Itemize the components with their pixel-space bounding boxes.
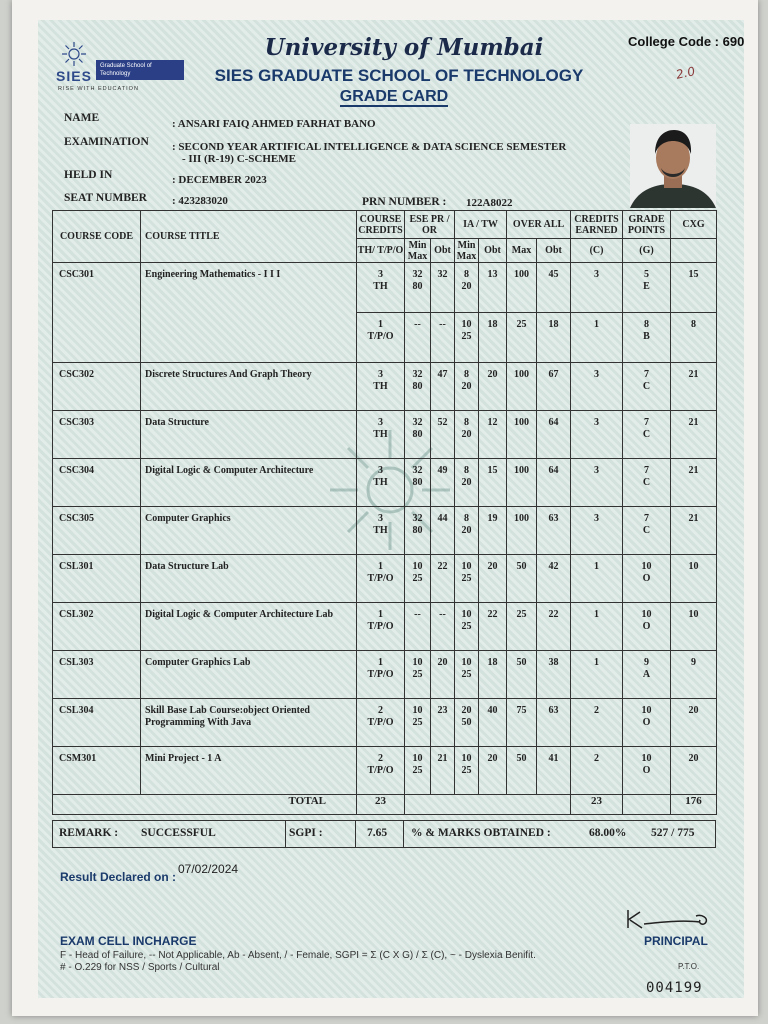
ese-minmax-cell-top: 32 bbox=[412, 417, 423, 428]
ese-minmax-cell bbox=[405, 363, 431, 411]
ese-minmax-cell bbox=[405, 507, 431, 555]
ia-obt-cell: 15 bbox=[479, 459, 507, 507]
ia-obt-cell: 22 bbox=[479, 603, 507, 651]
cxg-cell: 9 bbox=[671, 651, 717, 699]
credits-earned-cell: 1 bbox=[571, 313, 623, 363]
credits-cell-top: 3 bbox=[378, 465, 383, 476]
ia-obt-cell: 18 bbox=[479, 313, 507, 363]
ia-minmax-cell-bottom: 50 bbox=[461, 717, 472, 728]
course-code: CSL304 bbox=[53, 699, 141, 747]
ia-minmax-cell-bottom: 25 bbox=[461, 621, 472, 632]
header-course-title: COURSE TITLE bbox=[141, 211, 357, 263]
header-th-tpo: TH/ T/P/O bbox=[357, 239, 405, 263]
student-photo bbox=[630, 124, 716, 208]
exam-line-2: - III (R-19) C-SCHEME bbox=[182, 153, 296, 165]
credits-cell-bottom: TH bbox=[373, 381, 388, 392]
grade-points-cell-top: 7 bbox=[644, 465, 650, 476]
ese-obt-cell: 21 bbox=[431, 747, 455, 795]
cxg-cell: 15 bbox=[671, 263, 717, 313]
overall-max-cell: 50 bbox=[507, 555, 537, 603]
ese-minmax-cell bbox=[405, 411, 431, 459]
ia-minmax-cell-bottom: 20 bbox=[461, 381, 472, 392]
grade-points-cell-bottom: C bbox=[642, 381, 651, 392]
table-row bbox=[53, 747, 717, 795]
overall-max-cell: 100 bbox=[507, 411, 537, 459]
course-title: Computer Graphics Lab bbox=[141, 651, 357, 699]
pto: P.T.O. bbox=[678, 962, 700, 971]
credits-cell bbox=[357, 747, 405, 795]
ia-minmax-cell-top: 10 bbox=[461, 319, 472, 330]
credits-cell-top: 2 bbox=[378, 753, 383, 764]
cxg-cell: 10 bbox=[671, 603, 717, 651]
total-cxg: 176 bbox=[671, 795, 717, 815]
ia-minmax-cell-bottom: 25 bbox=[461, 765, 472, 776]
grade-points-cell-top: 9 bbox=[644, 657, 650, 668]
header-ese-minmax: Min Max bbox=[405, 239, 431, 263]
grade-points-cell-top: 10 bbox=[641, 705, 652, 716]
ia-minmax-cell bbox=[455, 699, 479, 747]
ia-minmax-cell bbox=[455, 313, 479, 363]
seat-number: : 423283020 bbox=[172, 195, 228, 207]
ese-obt-cell: -- bbox=[431, 313, 455, 363]
grade-points-cell-bottom: O bbox=[642, 621, 651, 632]
overall-obt-cell: 38 bbox=[537, 651, 571, 699]
ia-obt-cell: 13 bbox=[479, 263, 507, 313]
prn-number: 122A8022 bbox=[466, 197, 513, 209]
ia-minmax-cell bbox=[455, 411, 479, 459]
exam-label: EXAMINATION bbox=[64, 136, 149, 148]
ese-obt-cell: 47 bbox=[431, 363, 455, 411]
grade-points-cell bbox=[623, 411, 671, 459]
table-row bbox=[53, 459, 717, 507]
ia-minmax-cell bbox=[455, 363, 479, 411]
grade-points-cell bbox=[623, 459, 671, 507]
ese-minmax-cell-top: 10 bbox=[412, 753, 423, 764]
ia-minmax-cell-top: 10 bbox=[461, 753, 472, 764]
ia-minmax-cell-top: 8 bbox=[464, 465, 470, 476]
ia-minmax-cell-top: 20 bbox=[461, 705, 472, 716]
overall-obt-cell: 22 bbox=[537, 603, 571, 651]
credits-earned-cell: 1 bbox=[571, 555, 623, 603]
ia-minmax-cell-bottom: 25 bbox=[461, 573, 472, 584]
ia-obt-cell: 20 bbox=[479, 363, 507, 411]
remark-row bbox=[52, 820, 716, 848]
total-label: TOTAL bbox=[53, 795, 357, 815]
course-title: Digital Logic & Computer Architecture Lab bbox=[141, 603, 357, 651]
ese-obt-cell: 52 bbox=[431, 411, 455, 459]
credits-cell bbox=[357, 699, 405, 747]
credits-earned-cell: 3 bbox=[571, 263, 623, 313]
ese-minmax-cell-bottom: 80 bbox=[412, 477, 423, 488]
header-cxg: CXG bbox=[671, 211, 717, 239]
university-name: University of Mumbai bbox=[264, 34, 544, 61]
course-title: Data Structure bbox=[141, 411, 357, 459]
ese-obt-cell: 32 bbox=[431, 263, 455, 313]
cxg-cell: 21 bbox=[671, 459, 717, 507]
ese-minmax-cell bbox=[405, 263, 431, 313]
grade-points-cell-bottom: C bbox=[642, 429, 651, 440]
remark-divider-2 bbox=[355, 821, 356, 847]
ese-minmax-cell-top: 32 bbox=[412, 513, 423, 524]
credits-cell bbox=[357, 459, 405, 507]
name-label: NAME bbox=[64, 112, 100, 124]
grade-points-cell-top: 5 bbox=[644, 269, 650, 280]
handwritten-note: 2.0 bbox=[674, 64, 697, 82]
table-row bbox=[53, 555, 717, 603]
ese-minmax-cell-top: 10 bbox=[412, 561, 423, 572]
ese-minmax-cell-top: 32 bbox=[412, 369, 423, 380]
credits-cell-bottom: TH bbox=[373, 281, 388, 292]
course-title: Mini Project - 1 A bbox=[141, 747, 357, 795]
grade-points-cell-top: 7 bbox=[644, 513, 650, 524]
grade-points-cell bbox=[623, 313, 671, 363]
logo-text: SIES bbox=[56, 68, 92, 84]
total-blank bbox=[405, 795, 571, 815]
course-title: Data Structure Lab bbox=[141, 555, 357, 603]
overall-max-cell: 25 bbox=[507, 603, 537, 651]
ia-minmax-cell bbox=[455, 263, 479, 313]
credits-cell-bottom: T/P/O bbox=[367, 573, 394, 584]
ese-minmax-cell-top: 10 bbox=[412, 705, 423, 716]
credits-cell-bottom: T/P/O bbox=[367, 765, 394, 776]
header-cxg-blank bbox=[671, 239, 717, 263]
overall-max-cell: 50 bbox=[507, 747, 537, 795]
overall-max-cell: 25 bbox=[507, 313, 537, 363]
credits-cell-top: 1 bbox=[378, 657, 383, 668]
doc-title-text: GRADE CARD bbox=[339, 88, 449, 105]
sgpi-value: 7.65 bbox=[367, 827, 388, 839]
credits-cell-top: 1 bbox=[378, 319, 383, 330]
credits-cell-bottom: T/P/O bbox=[367, 331, 394, 342]
exam-line-1: : SECOND YEAR ARTIFICAL INTELLIGENCE & DATA SCIENCE SEMESTER bbox=[172, 141, 567, 153]
ia-minmax-cell-top: 10 bbox=[461, 609, 472, 620]
credits-cell-bottom: TH bbox=[373, 477, 388, 488]
ese-obt-cell: -- bbox=[431, 603, 455, 651]
ia-minmax-cell bbox=[455, 555, 479, 603]
ese-minmax-cell-bottom: 80 bbox=[412, 525, 423, 536]
ese-minmax-cell-top: 10 bbox=[412, 657, 423, 668]
total-credits: 23 bbox=[357, 795, 405, 815]
ese-minmax-cell-top: 32 bbox=[412, 269, 423, 280]
ia-minmax-cell-bottom: 20 bbox=[461, 525, 472, 536]
ia-obt-cell: 18 bbox=[479, 651, 507, 699]
total-gp-blank bbox=[623, 795, 671, 815]
credits-cell bbox=[357, 555, 405, 603]
cxg-cell: 20 bbox=[671, 699, 717, 747]
grade-points-cell-bottom: A bbox=[642, 669, 651, 680]
header-c: (C) bbox=[571, 239, 623, 263]
ia-minmax-cell bbox=[455, 459, 479, 507]
ese-minmax-cell-bottom: 80 bbox=[412, 381, 423, 392]
ese-minmax-cell bbox=[405, 603, 431, 651]
ia-minmax-cell-bottom: 20 bbox=[461, 281, 472, 292]
grade-points-cell bbox=[623, 651, 671, 699]
ese-obt-cell: 20 bbox=[431, 651, 455, 699]
ia-obt-cell: 20 bbox=[479, 747, 507, 795]
ia-minmax-cell-top: 10 bbox=[461, 657, 472, 668]
total-earned: 23 bbox=[571, 795, 623, 815]
credits-cell-bottom: T/P/O bbox=[367, 669, 394, 680]
ia-minmax-cell-top: 10 bbox=[461, 561, 472, 572]
credits-cell-top: 1 bbox=[378, 561, 383, 572]
credits-earned-cell: 2 bbox=[571, 747, 623, 795]
ia-minmax-cell-top: 8 bbox=[464, 417, 470, 428]
ese-minmax-cell-top: -- bbox=[414, 319, 421, 330]
serial-number: 004199 bbox=[646, 980, 703, 996]
overall-max-cell: 100 bbox=[507, 459, 537, 507]
grade-points-cell-bottom: E bbox=[643, 281, 650, 292]
grade-points-cell-top: 7 bbox=[644, 417, 650, 428]
course-title: Discrete Structures And Graph Theory bbox=[141, 363, 357, 411]
ese-minmax-cell-bottom: 25 bbox=[412, 765, 423, 776]
overall-max-cell: 50 bbox=[507, 651, 537, 699]
table-row bbox=[53, 603, 717, 651]
student-name: : ANSARI FAIQ AHMED FARHAT BANO bbox=[172, 118, 376, 130]
cxg-cell: 21 bbox=[671, 507, 717, 555]
ese-minmax-cell-bottom: 25 bbox=[412, 717, 423, 728]
overall-obt-cell: 63 bbox=[537, 699, 571, 747]
credits-earned-cell: 3 bbox=[571, 411, 623, 459]
cxg-cell: 8 bbox=[671, 313, 717, 363]
course-code: CSC305 bbox=[53, 507, 141, 555]
overall-max-cell: 100 bbox=[507, 363, 537, 411]
marks-value: 527 / 775 bbox=[651, 827, 695, 839]
ese-obt-cell: 23 bbox=[431, 699, 455, 747]
result-label: Result Declared on : bbox=[60, 870, 177, 884]
ia-minmax-cell bbox=[455, 747, 479, 795]
overall-obt-cell: 41 bbox=[537, 747, 571, 795]
credits-cell-bottom: TH bbox=[373, 429, 388, 440]
ese-minmax-cell-bottom: 80 bbox=[412, 429, 423, 440]
overall-obt-cell: 64 bbox=[537, 459, 571, 507]
ia-minmax-cell bbox=[455, 603, 479, 651]
logo-tagline: RISE WITH EDUCATION bbox=[58, 86, 139, 92]
course-code: CSC302 bbox=[53, 363, 141, 411]
ese-minmax-cell-top: -- bbox=[414, 609, 421, 620]
course-title: Digital Logic & Computer Architecture bbox=[141, 459, 357, 507]
cxg-cell: 20 bbox=[671, 747, 717, 795]
header-ia: IA / TW bbox=[455, 211, 507, 239]
grade-points-cell bbox=[623, 603, 671, 651]
held-in: : DECEMBER 2023 bbox=[172, 174, 267, 186]
course-code: CSL303 bbox=[53, 651, 141, 699]
header-ov-obt: Obt bbox=[537, 239, 571, 263]
remark-label: REMARK : bbox=[59, 827, 119, 839]
table-row bbox=[53, 651, 717, 699]
course-code: CSC303 bbox=[53, 411, 141, 459]
grade-points-cell-bottom: B bbox=[643, 331, 650, 342]
grade-points-cell-top: 10 bbox=[641, 561, 652, 572]
grade-points-cell-top: 10 bbox=[641, 609, 652, 620]
ese-minmax-cell bbox=[405, 699, 431, 747]
ia-minmax-cell-bottom: 20 bbox=[461, 477, 472, 488]
credits-cell-bottom: TH bbox=[373, 525, 388, 536]
percent-value: 68.00% bbox=[589, 827, 627, 839]
ia-minmax-cell-top: 8 bbox=[464, 513, 470, 524]
grade-points-cell-bottom: O bbox=[642, 765, 651, 776]
grade-points-cell-bottom: O bbox=[642, 717, 651, 728]
credits-earned-cell: 2 bbox=[571, 699, 623, 747]
legend-line-2: # - O.229 for NSS / Sports / Cultural bbox=[60, 962, 220, 973]
course-title: Engineering Mathematics - I I I bbox=[141, 263, 357, 363]
ia-minmax-cell-bottom: 25 bbox=[461, 331, 472, 342]
ia-minmax-cell-bottom: 25 bbox=[461, 669, 472, 680]
course-code: CSM301 bbox=[53, 747, 141, 795]
college-code: College Code : 690 bbox=[628, 34, 745, 49]
credits-cell-top: 3 bbox=[378, 513, 383, 524]
credits-cell-top: 1 bbox=[378, 609, 383, 620]
principal: PRINCIPAL bbox=[644, 934, 708, 948]
header-ia-minmax: Min Max bbox=[455, 239, 479, 263]
ese-obt-cell: 22 bbox=[431, 555, 455, 603]
ese-minmax-cell bbox=[405, 313, 431, 363]
header-g: (G) bbox=[623, 239, 671, 263]
overall-max-cell: 100 bbox=[507, 507, 537, 555]
credits-cell-bottom: T/P/O bbox=[367, 621, 394, 632]
ese-minmax-cell-top: 32 bbox=[412, 465, 423, 476]
header-ia-obt: Obt bbox=[479, 239, 507, 263]
ia-obt-cell: 19 bbox=[479, 507, 507, 555]
cxg-cell: 21 bbox=[671, 363, 717, 411]
grade-points-cell bbox=[623, 263, 671, 313]
exam-cell-incharge: EXAM CELL INCHARGE bbox=[60, 934, 197, 948]
grade-points-cell bbox=[623, 507, 671, 555]
principal-signature-icon bbox=[622, 906, 718, 932]
ia-minmax-cell-top: 8 bbox=[464, 269, 470, 280]
ia-minmax-cell bbox=[455, 507, 479, 555]
overall-obt-cell: 64 bbox=[537, 411, 571, 459]
credits-cell-top: 3 bbox=[378, 369, 383, 380]
cxg-cell: 10 bbox=[671, 555, 717, 603]
grade-points-cell bbox=[623, 747, 671, 795]
overall-obt-cell: 42 bbox=[537, 555, 571, 603]
ia-obt-cell: 12 bbox=[479, 411, 507, 459]
ese-minmax-cell bbox=[405, 459, 431, 507]
credits-cell-top: 2 bbox=[378, 705, 383, 716]
table-row bbox=[53, 363, 717, 411]
ese-minmax-cell bbox=[405, 747, 431, 795]
course-body bbox=[53, 263, 717, 795]
header-grade-points: GRADE POINTS bbox=[623, 211, 671, 239]
credits-earned-cell: 1 bbox=[571, 603, 623, 651]
remark-value: SUCCESSFUL bbox=[141, 827, 216, 839]
table-row bbox=[53, 411, 717, 459]
ese-minmax-cell bbox=[405, 555, 431, 603]
credits-cell bbox=[357, 507, 405, 555]
course-code: CSC301 bbox=[53, 263, 141, 363]
doc-title bbox=[0, 88, 768, 106]
legend bbox=[60, 950, 536, 974]
marks-label: % & MARKS OBTAINED : bbox=[411, 827, 551, 839]
sgpi-label: SGPI : bbox=[289, 827, 323, 839]
ese-minmax-cell bbox=[405, 651, 431, 699]
overall-max-cell: 75 bbox=[507, 699, 537, 747]
credits-cell bbox=[357, 313, 405, 363]
grade-points-cell-top: 8 bbox=[644, 319, 650, 330]
credits-earned-cell: 3 bbox=[571, 459, 623, 507]
remark-divider-3 bbox=[403, 821, 404, 847]
ese-obt-cell: 44 bbox=[431, 507, 455, 555]
credits-cell bbox=[357, 603, 405, 651]
credits-cell bbox=[357, 651, 405, 699]
course-code: CSL301 bbox=[53, 555, 141, 603]
overall-obt-cell: 63 bbox=[537, 507, 571, 555]
ia-obt-cell: 20 bbox=[479, 555, 507, 603]
ia-minmax-cell bbox=[455, 651, 479, 699]
remark-divider-1 bbox=[285, 821, 286, 847]
table-row bbox=[53, 699, 717, 747]
table-row bbox=[53, 263, 717, 313]
ia-minmax-cell-top: 8 bbox=[464, 369, 470, 380]
grade-table bbox=[52, 210, 717, 815]
overall-obt-cell: 45 bbox=[537, 263, 571, 313]
grade-points-cell-bottom: C bbox=[642, 525, 651, 536]
header-credits-earned: CREDITS EARNED bbox=[571, 211, 623, 239]
result-date: 07/02/2024 bbox=[178, 862, 239, 876]
course-title: Computer Graphics bbox=[141, 507, 357, 555]
header-overall: OVER ALL bbox=[507, 211, 571, 239]
seat-label: SEAT NUMBER bbox=[64, 192, 147, 204]
overall-obt-cell: 18 bbox=[537, 313, 571, 363]
ese-minmax-cell-bottom: 25 bbox=[412, 573, 423, 584]
header-ov-max: Max bbox=[507, 239, 537, 263]
course-title: Skill Base Lab Course:object Oriented Programming With Java bbox=[141, 699, 357, 747]
credits-cell bbox=[357, 263, 405, 313]
header-ese: ESE PR / OR bbox=[405, 211, 455, 239]
grade-points-cell-bottom: C bbox=[642, 477, 651, 488]
logo-box: Graduate School of Technology bbox=[96, 60, 184, 80]
header-ese-obt: Obt bbox=[431, 239, 455, 263]
overall-max-cell: 100 bbox=[507, 263, 537, 313]
grade-points-cell bbox=[623, 699, 671, 747]
grade-points-cell-top: 10 bbox=[641, 753, 652, 764]
ese-obt-cell: 49 bbox=[431, 459, 455, 507]
header-course-credits: COURSE CREDITS bbox=[357, 211, 405, 239]
credits-cell bbox=[357, 411, 405, 459]
header-course-code: COURSE CODE bbox=[53, 211, 141, 263]
ese-minmax-cell-bottom: 25 bbox=[412, 669, 423, 680]
grade-points-cell bbox=[623, 363, 671, 411]
course-code: CSC304 bbox=[53, 459, 141, 507]
table-row bbox=[53, 507, 717, 555]
school-name: SIES GRADUATE SCHOOL OF TECHNOLOGY bbox=[214, 66, 584, 85]
credits-cell bbox=[357, 363, 405, 411]
credits-earned-cell: 1 bbox=[571, 651, 623, 699]
overall-obt-cell: 67 bbox=[537, 363, 571, 411]
held-label: HELD IN bbox=[64, 169, 113, 181]
credits-earned-cell: 3 bbox=[571, 363, 623, 411]
credits-cell-top: 3 bbox=[378, 269, 383, 280]
course-code: CSL302 bbox=[53, 603, 141, 651]
cxg-cell: 21 bbox=[671, 411, 717, 459]
grade-points-cell-bottom: O bbox=[642, 573, 651, 584]
legend-line-1: F - Head of Failure, -- Not Applicable, Ab - Absent, / - Female, SGPI = Σ (C X G) / Σ (C), ~ - Dyslexia Benifit. bbox=[60, 950, 536, 961]
credits-cell-bottom: T/P/O bbox=[367, 717, 394, 728]
credits-earned-cell: 3 bbox=[571, 507, 623, 555]
grade-points-cell-top: 7 bbox=[644, 369, 650, 380]
ese-minmax-cell-bottom: 80 bbox=[412, 281, 423, 292]
ia-minmax-cell-bottom: 20 bbox=[461, 429, 472, 440]
grade-points-cell bbox=[623, 555, 671, 603]
credits-cell-top: 3 bbox=[378, 417, 383, 428]
ia-obt-cell: 40 bbox=[479, 699, 507, 747]
prn-label: PRN NUMBER : bbox=[362, 196, 447, 208]
